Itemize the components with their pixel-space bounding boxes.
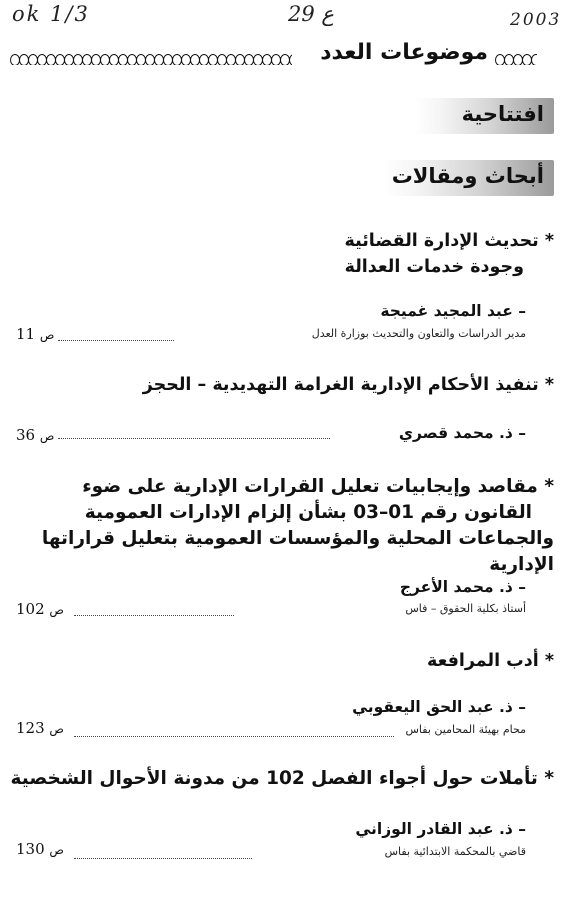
leader-dots: [58, 340, 174, 341]
page-prefix: ص: [49, 843, 64, 857]
entry-title-line: * تحديث الإدارة القضائية: [344, 231, 554, 251]
section-articles-label: أبحاث ومقالات: [391, 164, 544, 188]
entry-title-line: وجودة خدمات العدالة: [344, 257, 524, 277]
section-articles[interactable]: [384, 160, 554, 196]
entry-affiliation: أستاذ بكلية الحقوق – فاس: [405, 602, 526, 615]
leader-dots: [74, 858, 252, 859]
contents-header: [0, 38, 572, 74]
entry-title: [10, 648, 554, 674]
page-prefix: ص: [39, 328, 55, 342]
entry-title-line: * تأملات حول أجواء الفصل 102 من مدونة الأحوال الشخصية: [10, 768, 554, 789]
entry-title-line: * مقاصد وإيجابيات تعليل القرارات الإدارية على ضوء: [82, 476, 554, 497]
page-number: 102: [16, 600, 45, 618]
toc-entry-4[interactable]: [10, 648, 554, 748]
leader-dots: [74, 736, 394, 737]
page-prefix: ص: [49, 603, 64, 617]
entry-affiliation: قاضي بالمحكمة الابتدائية بفاس: [384, 845, 526, 858]
entry-title: [10, 474, 554, 578]
entry-page: [16, 325, 54, 343]
entry-page: [16, 600, 64, 618]
page-number: 36: [16, 426, 36, 444]
page-prefix: ص: [49, 722, 64, 736]
section-opening-label: افتتاحية: [461, 102, 544, 126]
entry-page: [16, 719, 64, 737]
entry-title: [10, 372, 554, 398]
entry-author: – ذ. محمد الأعرج: [399, 578, 526, 596]
entry-author: – ذ. عبد القادر الوزاني: [355, 820, 526, 838]
section-opening[interactable]: [414, 98, 554, 134]
page-number: 130: [16, 840, 45, 858]
leader-dots: [58, 438, 330, 439]
handwritten-note-ok: ok 1/3: [12, 2, 90, 26]
page-number: 123: [16, 719, 45, 737]
entry-author: – ذ. عبد الحق اليعقوبي: [352, 698, 526, 716]
leader-dots: [74, 615, 234, 616]
page-prefix: ص: [39, 429, 55, 443]
entry-author: – عبد المجيد غميجة: [380, 302, 526, 320]
entry-page: [16, 426, 54, 444]
entry-title-line: * أدب المرافعة: [426, 651, 554, 671]
entry-title: [10, 766, 554, 792]
entry-title: [10, 228, 554, 280]
entry-title-line: القانون رقم 01–03 بشأن إلزام الإدارات العمومية: [84, 502, 532, 523]
coil-ornament-right: [495, 51, 537, 65]
handwritten-issue-number: ع 29: [288, 2, 334, 26]
contents-title: موضوعات العدد: [320, 40, 488, 65]
page-number: 11: [16, 325, 36, 343]
coil-ring: [531, 54, 537, 65]
toc-entry-5[interactable]: [10, 766, 554, 886]
handwritten-year: 2003: [510, 10, 562, 30]
entry-affiliation: مدير الدراسات والتعاون والتحديث بوزارة العدل: [311, 327, 526, 340]
entry-author: – ذ. محمد قصري: [398, 424, 526, 442]
entry-title-line: والجماعات المحلية والمؤسسات العمومية بتعليل قراراتها الإدارية: [41, 528, 554, 575]
toc-entry-2[interactable]: [10, 372, 554, 452]
entry-title-line: * تنفيذ الأحكام الإدارية الغرامة التهديدية – الحجز: [142, 375, 554, 395]
coil-ornament-left: [10, 51, 292, 65]
entry-affiliation: محام بهيئة المحامين بفاس: [405, 723, 526, 736]
toc-entry-3[interactable]: [10, 474, 554, 624]
entry-page: [16, 840, 64, 858]
toc-entry-1[interactable]: [10, 228, 554, 348]
